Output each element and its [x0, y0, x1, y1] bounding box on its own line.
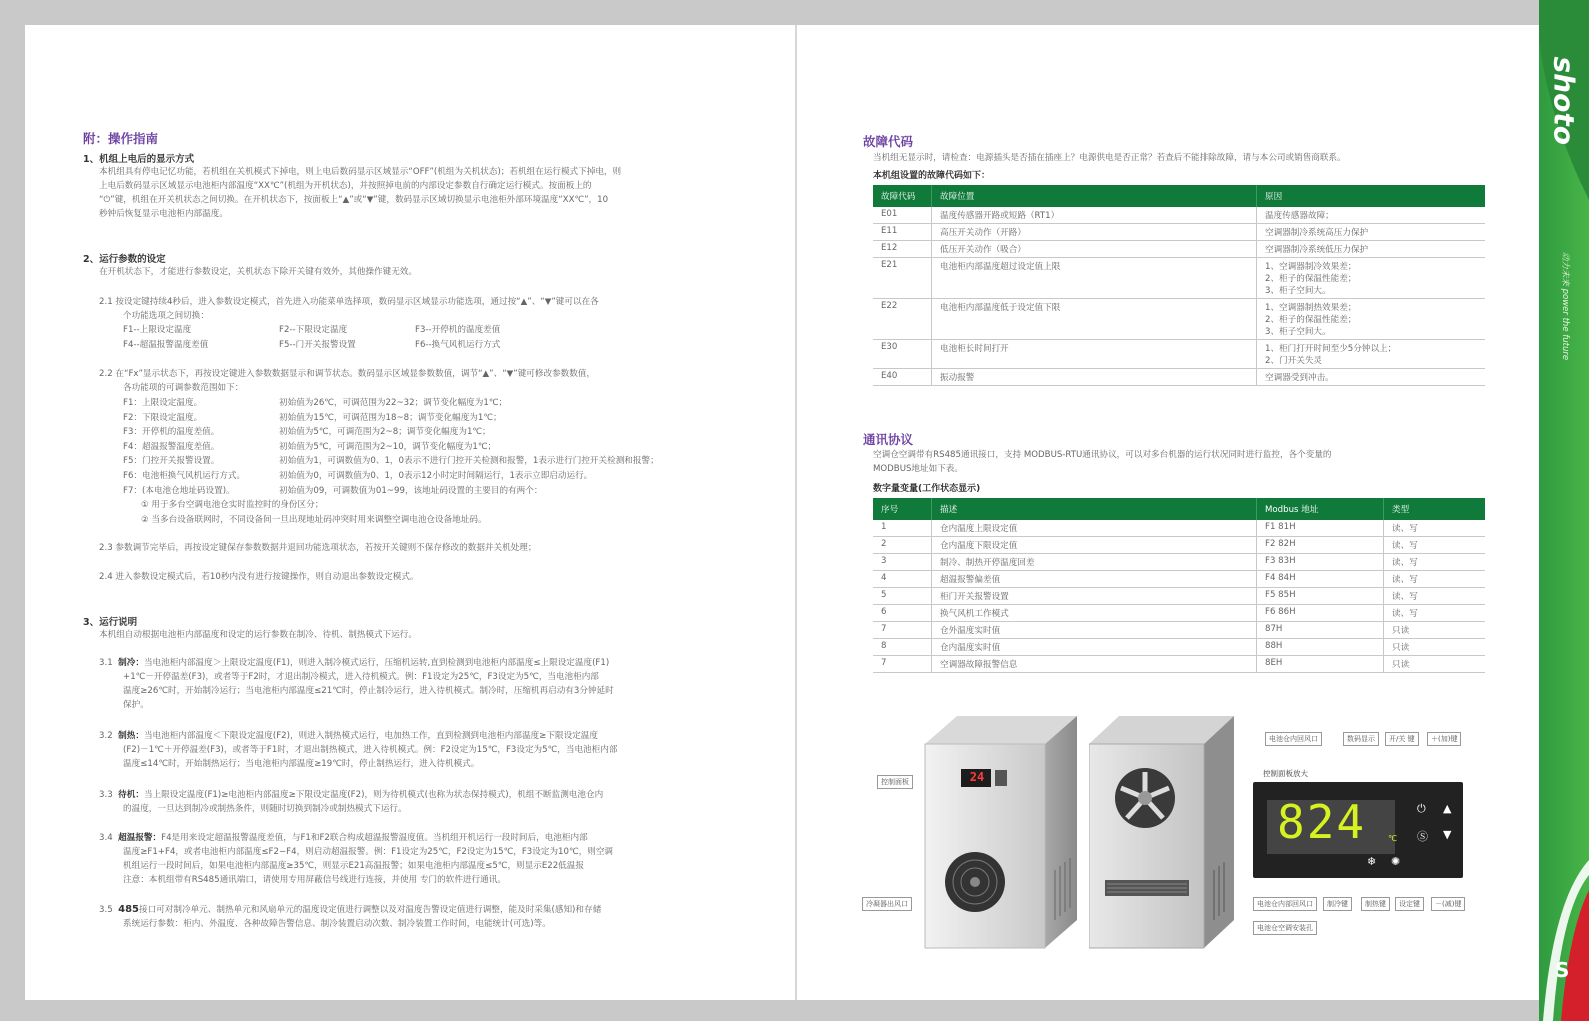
modbus-desc: 空调器故障报警信息	[932, 656, 1257, 673]
modbus-addr: 8EH	[1257, 656, 1384, 673]
modbus-type: 读、写	[1384, 520, 1486, 537]
label-onoff-key: 开/关 键	[1385, 732, 1419, 746]
modbus-type: 读、写	[1384, 537, 1486, 554]
f7-note: ① 用于多台空调电池仓实时监控时的身份区分；	[141, 500, 324, 511]
fault-reason	[1257, 299, 1486, 340]
label-digital-display: 数码显示	[1343, 732, 1379, 746]
table-row	[873, 369, 1485, 386]
power-key-icon[interactable]: ⏻	[1417, 802, 1426, 815]
item-key: 485	[118, 904, 140, 915]
s1-line: 秒钟后恢复显示电池柜内部温度。	[99, 209, 228, 219]
reason-line: 空调器制冷系统高压力保护	[1265, 228, 1369, 238]
label-inner-return: 电池仓内部回风口	[1253, 897, 1317, 911]
s3-heading: 3、运行说明	[83, 617, 138, 628]
modbus-desc: 仓内温度上限设定值	[932, 520, 1257, 537]
item-line: 当电池柜内部温度＞上限设定温度(F1)，则进入制冷模式运行，压缩机运转,直到检测到电池柜内部温度≤上限设定温度(F1)	[143, 658, 610, 668]
fault-code: E40	[873, 369, 932, 386]
s3-intro: 本机组自动根据电池柜内部温度和设定的运行参数在制冷、待机、制热模式下运行。	[99, 630, 417, 640]
brand-strip	[1539, 0, 1589, 1021]
cabinet-back-illustration	[1089, 710, 1259, 955]
table-row	[873, 537, 1485, 554]
fault-location: 温度传感器开路或短路（RT1）	[932, 207, 1257, 224]
panel-unit: ℃	[1388, 834, 1397, 843]
modbus-addr: 88H	[1257, 639, 1384, 656]
s3-item-cool	[99, 656, 759, 712]
table-row	[873, 656, 1485, 673]
fault-code: E12	[873, 241, 932, 258]
table-row	[873, 554, 1485, 571]
item-num: 3.4	[99, 833, 113, 843]
guide-title: 附：操作指南	[83, 131, 159, 146]
item-line: 温度≥26℃时，开始制冷运行；当电池柜内部温度≤21℃时，停止制冷运行，进入待机模式。制冷时，压缩机再启动有3分钟延时	[123, 686, 614, 696]
item-key: 待机：	[118, 790, 144, 800]
comm-title: 通讯协议	[863, 432, 914, 447]
modbus-col-no: 序号	[873, 498, 932, 520]
table-row	[873, 520, 1485, 537]
fault-code: E22	[873, 299, 932, 340]
modbus-type: 读、写	[1384, 588, 1486, 605]
heat-key-icon[interactable]: ✺	[1391, 855, 1401, 868]
modbus-addr: F4 84H	[1257, 571, 1384, 588]
param-name: F2：下限设定温度。	[123, 412, 203, 423]
down-key-icon[interactable]: ▼	[1443, 828, 1452, 841]
s2-heading: 2、运行参数的设定	[83, 254, 166, 265]
item-num: 3.2	[99, 731, 113, 741]
product-figure	[857, 710, 1487, 970]
modbus-col-desc: 描述	[932, 498, 1257, 520]
table-row	[873, 605, 1485, 622]
label-control-panel: 控制面板	[877, 775, 913, 789]
item-line: (F2)－1℃＋开停温差(F3)，或者等于F1时，才退出制热模式，进入待机模式。例：F2设定为15℃，F3设定为5℃，当电池柜内部	[123, 745, 618, 755]
param-list	[123, 396, 659, 527]
param-value: 初始值为1，可调数值为0、1，0表示不进行门控开关检测和报警，1表示进行门控开关检测和报警；	[279, 456, 659, 467]
modbus-type: 读、写	[1384, 605, 1486, 622]
fault-reason	[1257, 241, 1486, 258]
item-num: 3.3	[99, 790, 113, 800]
item-line: 保护。	[123, 700, 149, 710]
param-name: F7：(本电池仓地址码设置)。	[123, 485, 235, 496]
s3-item-standby	[99, 788, 759, 816]
modbus-desc: 换气风机工作模式	[932, 605, 1257, 622]
reason-line: 空调器受到冲击。	[1265, 373, 1334, 383]
fault-title: 故障代码	[863, 134, 914, 149]
modbus-addr: F6 86H	[1257, 605, 1384, 622]
set-key-icon[interactable]: Ⓢ	[1417, 830, 1428, 843]
table-row	[873, 639, 1485, 656]
param-value: 初始值为5℃，可调范围为2~8；调节变化幅度为1℃；	[279, 427, 491, 438]
p22-line: 各功能项的可调参数范围如下：	[123, 383, 244, 393]
s1-line: 本机组具有停电记忆功能，若机组在关机模式下掉电，则上电后数码显示区域显示“OFF”(机组为关机状态)；若机组在运行模式下掉电，则	[99, 167, 622, 177]
modbus-header-row	[873, 498, 1485, 520]
param-value: 初始值为0，可调数值为0、1，0表示12小时定时间隔运行，1表示立即启动运行。	[279, 470, 593, 481]
modbus-table	[873, 498, 1485, 673]
reason-line: 3、柜子空间大。	[1265, 286, 1331, 296]
item-line: 注意：本机组带有RS485通讯端口，请使用专用屏蔽信号线进行连接，并使用 专门的软件进行通讯。	[123, 875, 506, 885]
modbus-addr: F2 82H	[1257, 537, 1384, 554]
param-value: 初始值为26℃，可调范围为22~32；调节变化幅度为1℃；	[279, 398, 508, 408]
s3-item-heat	[99, 729, 759, 771]
modbus-no: 7	[873, 656, 932, 673]
item-line: 温度≥F1+F4，或者电池柜内部温度≤F2−F4，则启动超温报警。例：F1设定为25℃，F2设定为15℃，F3设定为10℃，则空调	[123, 847, 614, 857]
modbus-desc: 仓外温度实时值	[932, 622, 1257, 639]
s3-item-alarm	[99, 831, 759, 887]
fault-col-location: 故障位置	[932, 185, 1257, 207]
p21-line: 2.1 按设定键持续4秒后，进入参数设定模式，首先进入功能菜单选择项，数码显示区域显示功能选项，通过按“▲”、“▼”键可以在各	[99, 297, 599, 307]
label-up-key: ＋(加)键	[1427, 732, 1461, 746]
fault-code: E30	[873, 340, 932, 369]
reason-line: 1、空调器制热效果差；	[1265, 303, 1357, 313]
fault-reason	[1257, 207, 1486, 224]
modbus-type: 读、写	[1384, 571, 1486, 588]
modbus-desc: 超温报警偏差值	[932, 571, 1257, 588]
comm-sub: 数字量变量(工作状态显示)	[873, 484, 981, 494]
modbus-col-type: 类型	[1384, 498, 1486, 520]
reason-line: 1、空调器制冷效果差；	[1265, 262, 1357, 272]
reason-line: 3、柜子空间大。	[1265, 327, 1331, 337]
reason-line: 2、柜子的保温性能差；	[1265, 315, 1357, 325]
fault-reason	[1257, 258, 1486, 299]
func-table	[123, 323, 500, 352]
table-row	[873, 258, 1485, 299]
fault-code: E01	[873, 207, 932, 224]
modbus-no: 7	[873, 622, 932, 639]
comm-intro-line: 空调仓空调带有RS485通讯接口，支持 MODBUS-RTU通讯协议，可以对多台机器的运行状况同时进行监控，各个变量的	[873, 450, 1332, 460]
modbus-no: 1	[873, 520, 932, 537]
cool-key-icon[interactable]: ❄	[1367, 855, 1377, 868]
modbus-type: 只读	[1384, 622, 1486, 639]
brand-slogan: 动力未来 power the future	[1560, 251, 1570, 361]
modbus-type: 只读	[1384, 639, 1486, 656]
table-row	[873, 340, 1485, 369]
modbus-col-addr: Modbus 地址	[1257, 498, 1384, 520]
param-name: F1：上限设定温度。	[123, 398, 203, 408]
param-name: F4：超温报警温度差值。	[123, 441, 220, 452]
s1-text	[99, 165, 759, 221]
modbus-desc: 制冷、制热开停温度回差	[932, 554, 1257, 571]
func-item: F4--超温报警温度差值	[123, 339, 209, 350]
modbus-desc: 仓内温度实时值	[932, 639, 1257, 656]
modbus-addr: F1 81H	[1257, 520, 1384, 537]
table-row	[873, 241, 1485, 258]
s1-line: “⏻”键，机组在开关机状态之间切换。在开机状态下，按面板上“▲”或“▼”键，数码显示区域切换显示电池柜外部环境温度“XX℃”，10	[99, 195, 609, 205]
front-display-value: 24	[969, 770, 985, 784]
item-key: 制冷：	[118, 658, 144, 668]
label-set-key: 设定键	[1395, 897, 1424, 911]
fault-code: E21	[873, 258, 932, 299]
table-row	[873, 588, 1485, 605]
item-line: 接口可对制冷单元、制热单元和风扇单元的温度设定值进行调整以及对温度告警设定值进行调整，能及时采集(感知)和存储	[139, 905, 602, 915]
item-key: 超温报警：	[118, 833, 162, 843]
fault-location: 高压开关动作（开路）	[932, 224, 1257, 241]
param-name: F5：门控开关报警设置。	[123, 456, 220, 467]
panel-display-value: 824	[1277, 795, 1367, 849]
s1-heading: 1、机组上电后的显示方式	[83, 154, 195, 165]
modbus-desc: 仓内温度下限设定值	[932, 537, 1257, 554]
brand-strip-art	[1539, 0, 1589, 1021]
param-value: 初始值为5℃，可调范围为2~10，调节变化幅度为1℃；	[279, 441, 497, 452]
s3-item-485	[99, 903, 759, 931]
func-item: F3--开停机的温度差值	[415, 325, 501, 335]
table-row	[873, 571, 1485, 588]
right-page	[797, 25, 1539, 1000]
p21	[99, 295, 759, 323]
item-num: 3.1	[99, 658, 113, 668]
p24: 2.4 进入参数设定模式后，若10秒内没有进行按键操作，则自动退出参数设定模式。	[99, 572, 419, 582]
label-heat-key: 制热键	[1361, 897, 1390, 911]
comm-intro	[873, 448, 1493, 476]
item-key: 制热：	[118, 731, 144, 741]
reason-line: 1、柜门打开时间至少5分钟以上；	[1265, 344, 1397, 354]
modbus-no: 3	[873, 554, 932, 571]
func-item: F6--换气风机运行方式	[415, 339, 501, 350]
fault-location: 低压开关动作（吸合）	[932, 241, 1257, 258]
item-num: 3.5	[99, 905, 113, 915]
fault-reason	[1257, 340, 1486, 369]
label-install-hole: 电池仓空调安装孔	[1253, 921, 1317, 935]
fault-location: 电池柜内部温度超过设定值上限	[932, 258, 1257, 299]
p22-line: 2.2 在“Fx”显示状态下，再按设定键进入参数数据显示和调节状态。数码显示区域显参数数值，调节“▲”、“▼”键可修改参数数值，	[99, 369, 596, 379]
table-row	[873, 224, 1485, 241]
modbus-addr: F3 83H	[1257, 554, 1384, 571]
modbus-addr: 87H	[1257, 622, 1384, 639]
reason-line: 2、柜子的保温性能差；	[1265, 274, 1357, 284]
modbus-no: 8	[873, 639, 932, 656]
p23: 2.3 参数调节完毕后，再按设定键保存参数数据并退回功能选项状态，若按开关键则不保存修改的数据并关机处理；	[99, 543, 537, 553]
modbus-no: 6	[873, 605, 932, 622]
item-line: F4是用来设定超温报警温度差值，与F1和F2联合构成超温报警温度值。当机组开机运行一段时间后，电池柜内部	[161, 833, 588, 843]
fault-location: 电池柜内部温度低于设定值下限	[932, 299, 1257, 340]
table-row	[873, 299, 1485, 340]
modbus-no: 4	[873, 571, 932, 588]
item-line: 当上限设定温度(F1)≥电池柜内部温度≥下限设定温度(F2)，则为待机模式(也称为状态保持模式)，机组不断监测电池仓内	[143, 790, 604, 800]
fault-location: 电池柜长时间打开	[932, 340, 1257, 369]
s2-intro: 在开机状态下，才能进行参数设定，关机状态下除开关键有效外，其他操作键无效。	[99, 267, 417, 277]
label-cold-out: 冷凝器出风口	[862, 897, 912, 911]
brand-logo: shoto	[1547, 56, 1581, 145]
left-page	[25, 25, 795, 1000]
fault-header-row	[873, 185, 1485, 207]
param-value: 初始值为15℃，可调范围为18~8；调节变化幅度为1℃；	[279, 412, 502, 423]
label-cool-key: 制冷键	[1323, 897, 1352, 911]
modbus-addr: F5 85H	[1257, 588, 1384, 605]
fault-reason	[1257, 224, 1486, 241]
func-item: F5--门开关报警设置	[279, 339, 356, 350]
s1-line: 上电后数码显示区域显示电池柜内部温度“XX℃”(机组为开机状态)，并按照掉电前的内部设定参数自行确定运行模式。按面板上的	[99, 181, 592, 191]
fault-col-code: 故障代码	[873, 185, 932, 207]
item-line: 机组运行一段时间后，如果电池柜内部温度≥35℃，则显示E21高温报警；如果电池柜内部温度≤5℃，则显示E22低温报	[123, 861, 584, 871]
param-value: 初始值为09，可调数值为01~99，该地址码设置的主要目的有两个：	[279, 485, 543, 496]
param-name: F3：开停机的温度差值。	[123, 427, 220, 438]
func-item: F1--上限设定温度	[123, 325, 192, 335]
up-key-icon[interactable]: ▲	[1443, 802, 1452, 815]
func-item: F2--下限设定温度	[279, 325, 348, 335]
table-row	[873, 622, 1485, 639]
label-zoom: 控制面板放大	[1263, 769, 1308, 778]
item-line: 温度≤14℃时，开始制热运行；当电池柜内部温度≥19℃时，停止制热运行，进入待机模式。	[123, 759, 480, 769]
fault-col-reason: 原因	[1257, 185, 1486, 207]
label-return-air: 电池仓内回风口	[1265, 732, 1322, 746]
fault-location: 振动报警	[932, 369, 1257, 386]
f7-note: ② 当多台设备联网时，不同设备间一旦出现地址码冲突时用来调整空调电池仓设备地址码。	[141, 514, 487, 525]
p21-line: 个功能选项之间切换：	[123, 311, 209, 321]
param-name: F6：电池柜换气风机运行方式。	[123, 470, 246, 481]
fault-table	[873, 185, 1485, 386]
reason-line: 2、门开关失灵	[1265, 356, 1323, 366]
fault-intro: 当机组无显示时，请检查：电源插头是否插在插座上？电源供电是否正常？若查后不能排除故障，请与本公司或销售商联系。	[873, 153, 1346, 163]
comm-intro-line: MODBUS地址如下表。	[873, 464, 963, 474]
item-line: +1℃－开停温差(F3)，或者等于F2时，才退出制冷模式，进入待机模式。例：F1设定为25℃，F3设定为5℃，当电池柜内部	[123, 672, 599, 682]
fault-sub: 本机组设置的故障代码如下：	[873, 171, 991, 181]
reason-line: 温度传感器故障；	[1265, 211, 1334, 221]
item-line: 的温度，一旦达到制冷或制热条件，则随时切换到制冷或制热模式下运行。	[123, 804, 407, 814]
modbus-no: 5	[873, 588, 932, 605]
fault-reason	[1257, 369, 1486, 386]
item-line: 系统运行参数：柜内、外温度、各种故障告警信息、制冷装置启动次数、制冷装置工作时间，电能统计(可选)等。	[123, 919, 551, 929]
reason-line: 空调器制冷系统低压力保护	[1265, 245, 1369, 255]
modbus-type: 读、写	[1384, 554, 1486, 571]
label-down-key: －(减)键	[1431, 897, 1465, 911]
modbus-desc: 柜门开关报警设置	[932, 588, 1257, 605]
modbus-no: 2	[873, 537, 932, 554]
brand-mark-icon: S	[1555, 958, 1570, 982]
modbus-type: 只读	[1384, 656, 1486, 673]
p22	[99, 367, 759, 395]
table-row	[873, 207, 1485, 224]
item-line: 当电池柜内部温度＜下限设定温度(F2)，则进入制热模式运行，电加热工作，直到检测到电池柜内部温度≥下限设定温度	[143, 731, 598, 741]
fault-code: E11	[873, 224, 932, 241]
cabinet-front-illustration	[917, 710, 1097, 955]
